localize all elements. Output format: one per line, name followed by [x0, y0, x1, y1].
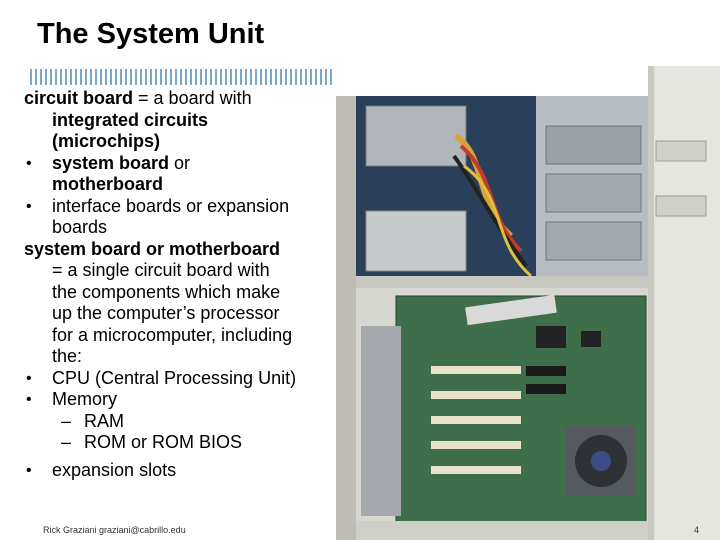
system-unit-photo: [336, 66, 720, 540]
footer-text: Rick Graziani graziani@cabrillo.edu: [43, 525, 186, 535]
bullet-icon: •: [26, 154, 32, 172]
bullet-icon: •: [26, 391, 32, 408]
bullet-interface-boards: • interface boards or expansion: [26, 195, 290, 216]
slide-title: The System Unit: [37, 18, 265, 50]
page-number: 4: [694, 525, 700, 535]
dash-rom: – ROM or ROM BIOS: [61, 432, 243, 452]
bullet-icon: •: [26, 369, 32, 387]
system-board-def5: the:: [52, 346, 83, 366]
system-board-def2: the components which make: [52, 281, 281, 302]
dash-ram: – RAM: [61, 410, 124, 431]
bullet-cpu: • CPU (Central Processing Unit): [26, 367, 297, 388]
system-board-heading: system board or motherboard: [24, 238, 281, 259]
bullet-interface-boards-cont: boards: [52, 217, 108, 237]
bullet-icon: •: [26, 197, 32, 215]
system-board-def1: = a single circuit board with: [52, 260, 270, 280]
dash-icon: –: [61, 410, 72, 431]
bullet-system-board-cont: motherboard: [52, 174, 164, 194]
bullet-icon: •: [26, 461, 32, 479]
system-board-def4: for a microcomputer, including: [52, 324, 293, 345]
circuit-board-line: [24, 88, 329, 110]
circuit-board-def-line3: (microchips): [52, 131, 161, 151]
circuit-board-def: = a board with: [133, 88, 252, 108]
bullet-memory: • Memory: [26, 389, 118, 409]
bullet-expansion-slots: • expansion slots: [26, 459, 177, 480]
system-board-def3: up the computer’s processor: [52, 303, 280, 323]
slide-body: [24, 88, 329, 481]
circuit-board-def-line2: integrated circuits: [52, 109, 209, 130]
title-underline-bar: [30, 69, 335, 85]
circuit-board-term: circuit board: [24, 88, 134, 108]
dash-icon: –: [61, 432, 72, 452]
bullet-system-board: • system board or: [26, 152, 191, 173]
